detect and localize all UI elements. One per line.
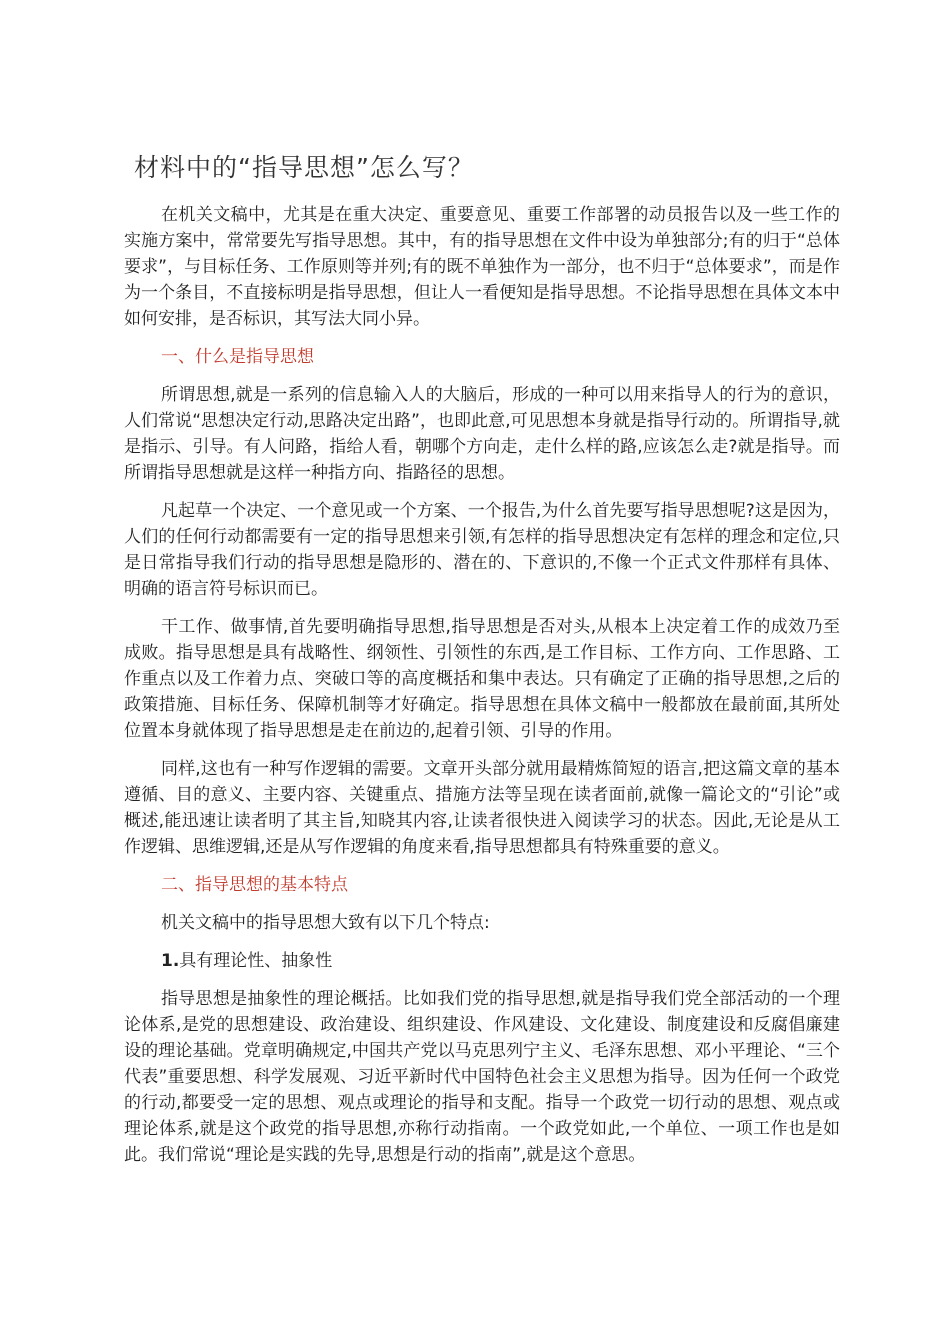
document-title: 材料中的“指导思想”怎么写？	[134, 153, 474, 182]
section-heading-1: 一、什么是指导思想	[161, 347, 314, 367]
section2-intro: 机关文稿中的指导思想大致有以下几个特点:	[161, 913, 490, 933]
intro-paragraph: 在机关文稿中，尤其是在重大决定、重要意见、重要工作部署的动员报告以及一些工作的实施方案中，常常要先写指导思想。其中，有的指导思想在文件中设为单独部分;有的归于“总体要求”，与目标任务、工作原则等并列;有的既不单独作为一部分，也不归于“总体要求”，而是作为一个条目，不直接标明是指导思想，但让人一看便知是指导思想。不论指导思想在具体文本中如何安排，是否标识，其写法大同小异。	[124, 205, 840, 329]
section1-paragraph-3: 干工作、做事情,首先要明确指导思想,指导思想是否对头,从根本上决定着工作的成效乃至成败。指导思想是具有战略性、纲领性、引领性的东西,是工作目标、工作方向、工作思路、工作重点以及工作着力点、突破口等的高度概括和集中表达。只有确定了正确的指导思想,之后的政策措施、目标任务、保障机制等才好确定。指导思想在具体文稿中一般都放在最前面,其所处位置本身就体现了指导思想是走在前边的,起着引领、引导的作用。	[124, 617, 840, 741]
section1-paragraph-2: 凡起草一个决定、一个意见或一个方案、一个报告,为什么首先要写指导思想呢?这是因为，人们的任何行动都需要有一定的指导思想来引领,有怎样的指导思想决定有怎样的理念和定位,只是日常指导我们行动的指导思想是隐形的、潜在的、下意识的,不像一个正式文件那样有具体、明确的语言符号标识而已。	[124, 501, 840, 599]
section1-paragraph-4: 同样,这也有一种写作逻辑的需要。文章开头部分就用最精炼简短的语言,把这篇文章的基本遵循、目的意义、主要内容、关键重点、措施方法等呈现在读者面前,就像一篇论文的“引论”或概述,能迅速让读者明了其主旨,知晓其内容,让读者很快进入阅读学习的状态。因此,无论是从工作逻辑、思维逻辑,还是从写作逻辑的角度来看,指导思想都具有特殊重要的意义。	[124, 759, 840, 857]
document-page	[124, 150, 840, 1180]
section1-paragraph-1: 所谓思想,就是一系列的信息输入人的大脑后，形成的一种可以用来指导人的行为的意识，人们常说“思想决定行动,思路决定出路”，也即此意,可见思想本身就是指导行动的。所谓指导,就是指示、引导。有人问路，指给人看，朝哪个方向走，走什么样的路,应该怎么走?就是指导。而所谓指导思想就是这样一种指方向、指路径的思想。	[124, 385, 840, 483]
point-1-paragraph: 指导思想是抽象性的理论概括。比如我们党的指导思想,就是指导我们党全部活动的一个理论体系,是党的思想建设、政治建设、组织建设、作风建设、文化建设、制度建设和反腐倡廉建设的理论基础。党章明确规定,中国共产党以马克思列宁主义、毛泽东思想、邓小平理论、“三个代表”重要思想、科学发展观、习近平新时代中国特色社会主义思想为指导。因为任何一个政党的行动,都要受一定的思想、观点或理论的指导和支配。指导一个政党一切行动的思想、观点或理论体系,就是这个政党的指导思想,亦称行动指南。一个政党如此,一个单位、一项工作也是如此。我们常说“理论是实践的先导,思想是行动的指南”,就是这个意思。	[124, 989, 840, 1165]
point-1-heading	[124, 948, 840, 974]
point-1-number: 1.	[161, 951, 180, 971]
point-1-title: 具有理论性、抽象性	[179, 951, 333, 971]
section-heading-2: 二、指导思想的基本特点	[161, 875, 348, 895]
